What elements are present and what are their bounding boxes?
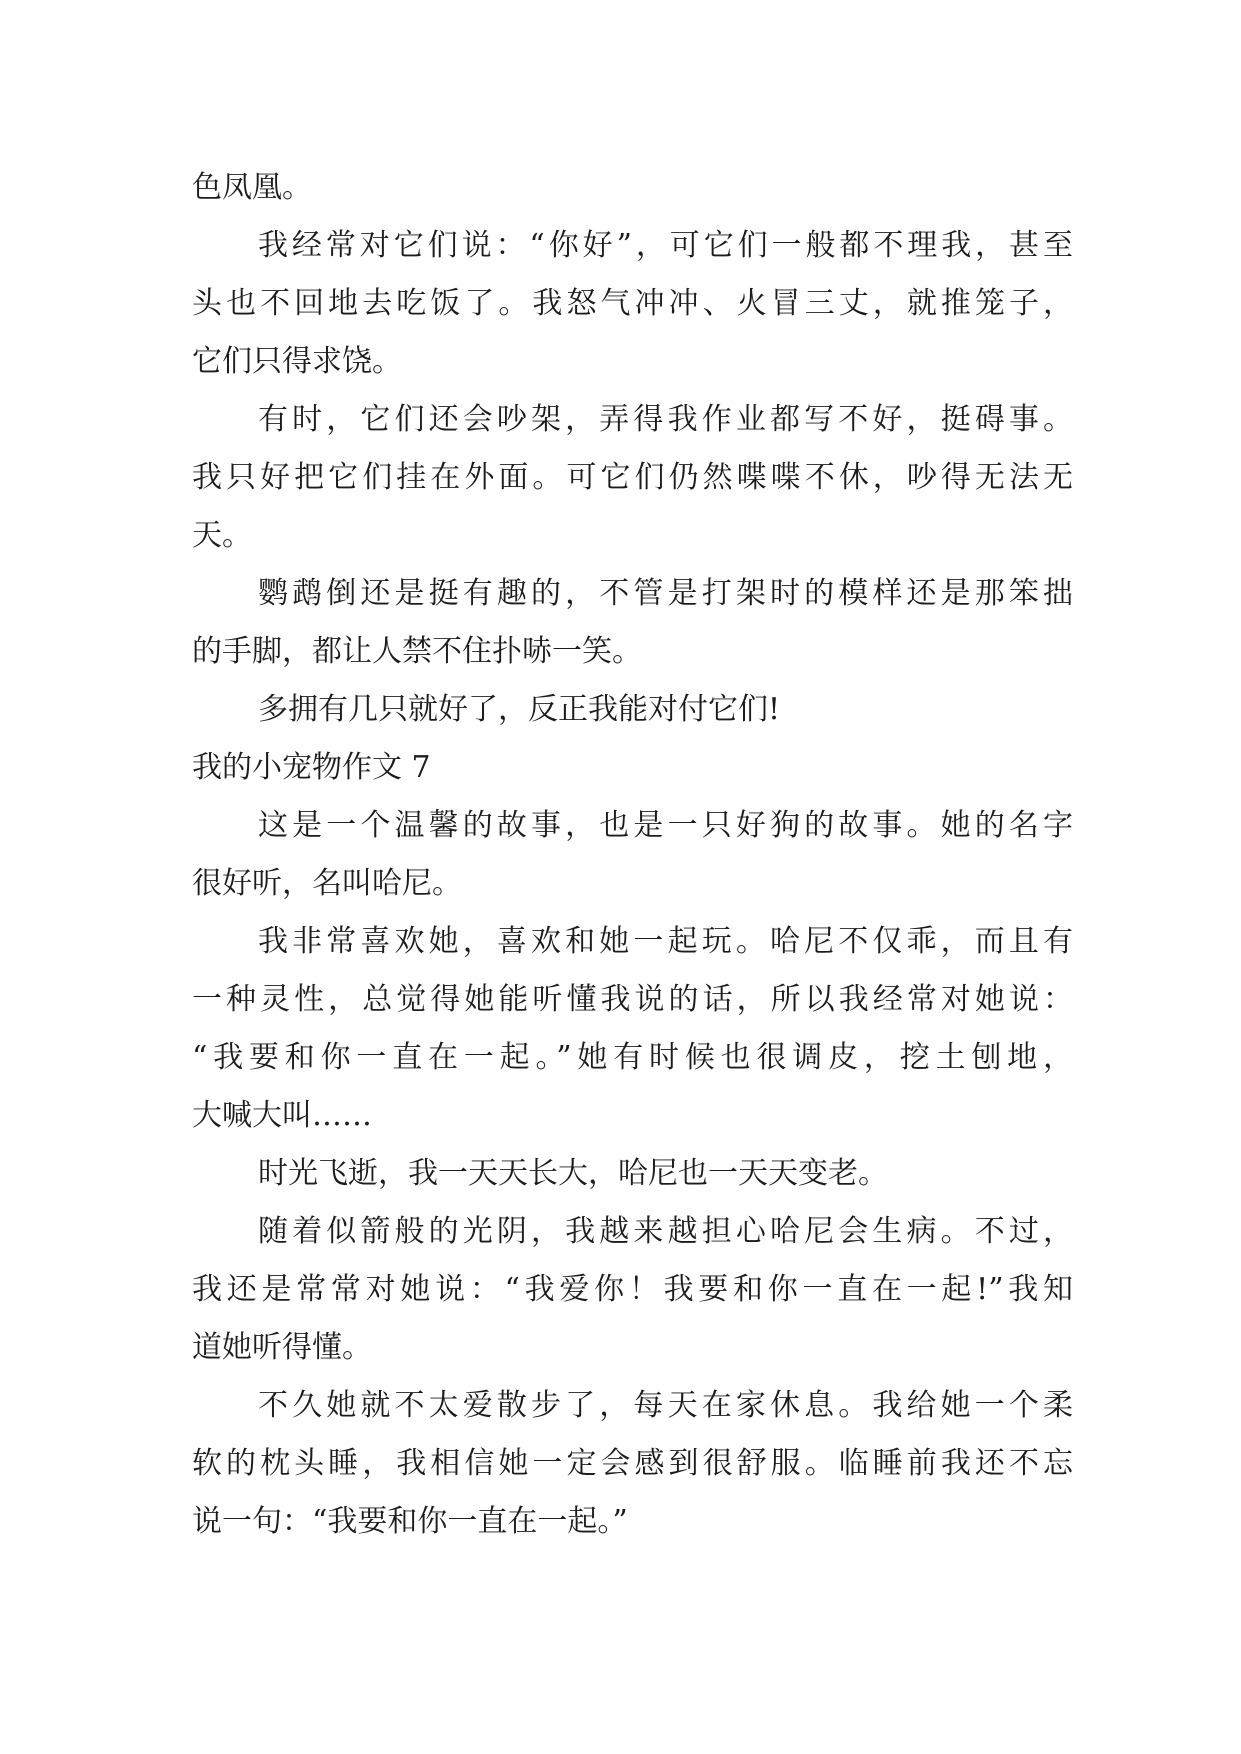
text-line: 天。 bbox=[192, 518, 252, 553]
document-body bbox=[192, 159, 1073, 1551]
text-line: 有时，它们还会吵架，弄得我作业都写不好，挺碍事。 bbox=[258, 402, 1073, 437]
paragraph bbox=[192, 1145, 1073, 1203]
text-line: 说一句：“我要和你一直在一起。” bbox=[192, 1504, 628, 1539]
text-line: 我非常喜欢她，喜欢和她一起玩。哈尼不仅乖，而且有 bbox=[258, 924, 1073, 959]
paragraph bbox=[192, 1377, 1073, 1551]
text-line: 多拥有几只就好了，反正我能对付它们! bbox=[258, 692, 781, 727]
text-line: 随着似箭般的光阴，我越来越担心哈尼会生病。不过， bbox=[258, 1214, 1073, 1249]
text-line: “我要和你一直在一起。”她有时候也很调皮，挖土刨地， bbox=[192, 1040, 1073, 1075]
continued-paragraph bbox=[192, 159, 1073, 217]
text-line: 很好听，名叫哈尼。 bbox=[192, 866, 462, 901]
text-line: 我还是常常对她说：“我爱你！我要和你一直在一起!”我知 bbox=[192, 1272, 1073, 1307]
paragraph bbox=[192, 565, 1073, 681]
paragraph bbox=[192, 217, 1073, 391]
text-line: 道她听得懂。 bbox=[192, 1330, 372, 1365]
text-line: 它们只得求饶。 bbox=[192, 344, 402, 379]
text-line: 一种灵性，总觉得她能听懂我说的话，所以我经常对她说： bbox=[192, 982, 1073, 1017]
text-line: 软的枕头睡，我相信她一定会感到很舒服。临睡前我还不忘 bbox=[192, 1446, 1073, 1481]
text-line: 大喊大叫…… bbox=[192, 1098, 372, 1133]
text-line: 时光飞逝，我一天天长大，哈尼也一天天变老。 bbox=[258, 1156, 888, 1191]
text-line: 的手脚，都让人禁不住扑哧一笑。 bbox=[192, 634, 642, 669]
text-line: 鹦鹉倒还是挺有趣的，不管是打架时的模样还是那笨拙 bbox=[258, 576, 1073, 611]
text-line: 不久她就不太爱散步了，每天在家休息。我给她一个柔 bbox=[258, 1388, 1073, 1423]
paragraph bbox=[192, 391, 1073, 565]
text-line: 色凤凰。 bbox=[192, 170, 312, 205]
paragraph bbox=[192, 797, 1073, 913]
paragraph bbox=[192, 913, 1073, 1145]
paragraph bbox=[192, 681, 1073, 739]
text-line: 我经常对它们说：“你好”，可它们一般都不理我，甚至 bbox=[258, 228, 1073, 263]
text-line: 我只好把它们挂在外面。可它们仍然喋喋不休，吵得无法无 bbox=[192, 460, 1073, 495]
paragraph bbox=[192, 1203, 1073, 1377]
section-heading: 我的小宠物作文 7 bbox=[192, 750, 431, 785]
section-title bbox=[192, 739, 1073, 797]
text-line: 这是一个温馨的故事，也是一只好狗的故事。她的名字 bbox=[258, 808, 1073, 843]
text-line: 头也不回地去吃饭了。我怒气冲冲、火冒三丈，就推笼子， bbox=[192, 286, 1073, 321]
